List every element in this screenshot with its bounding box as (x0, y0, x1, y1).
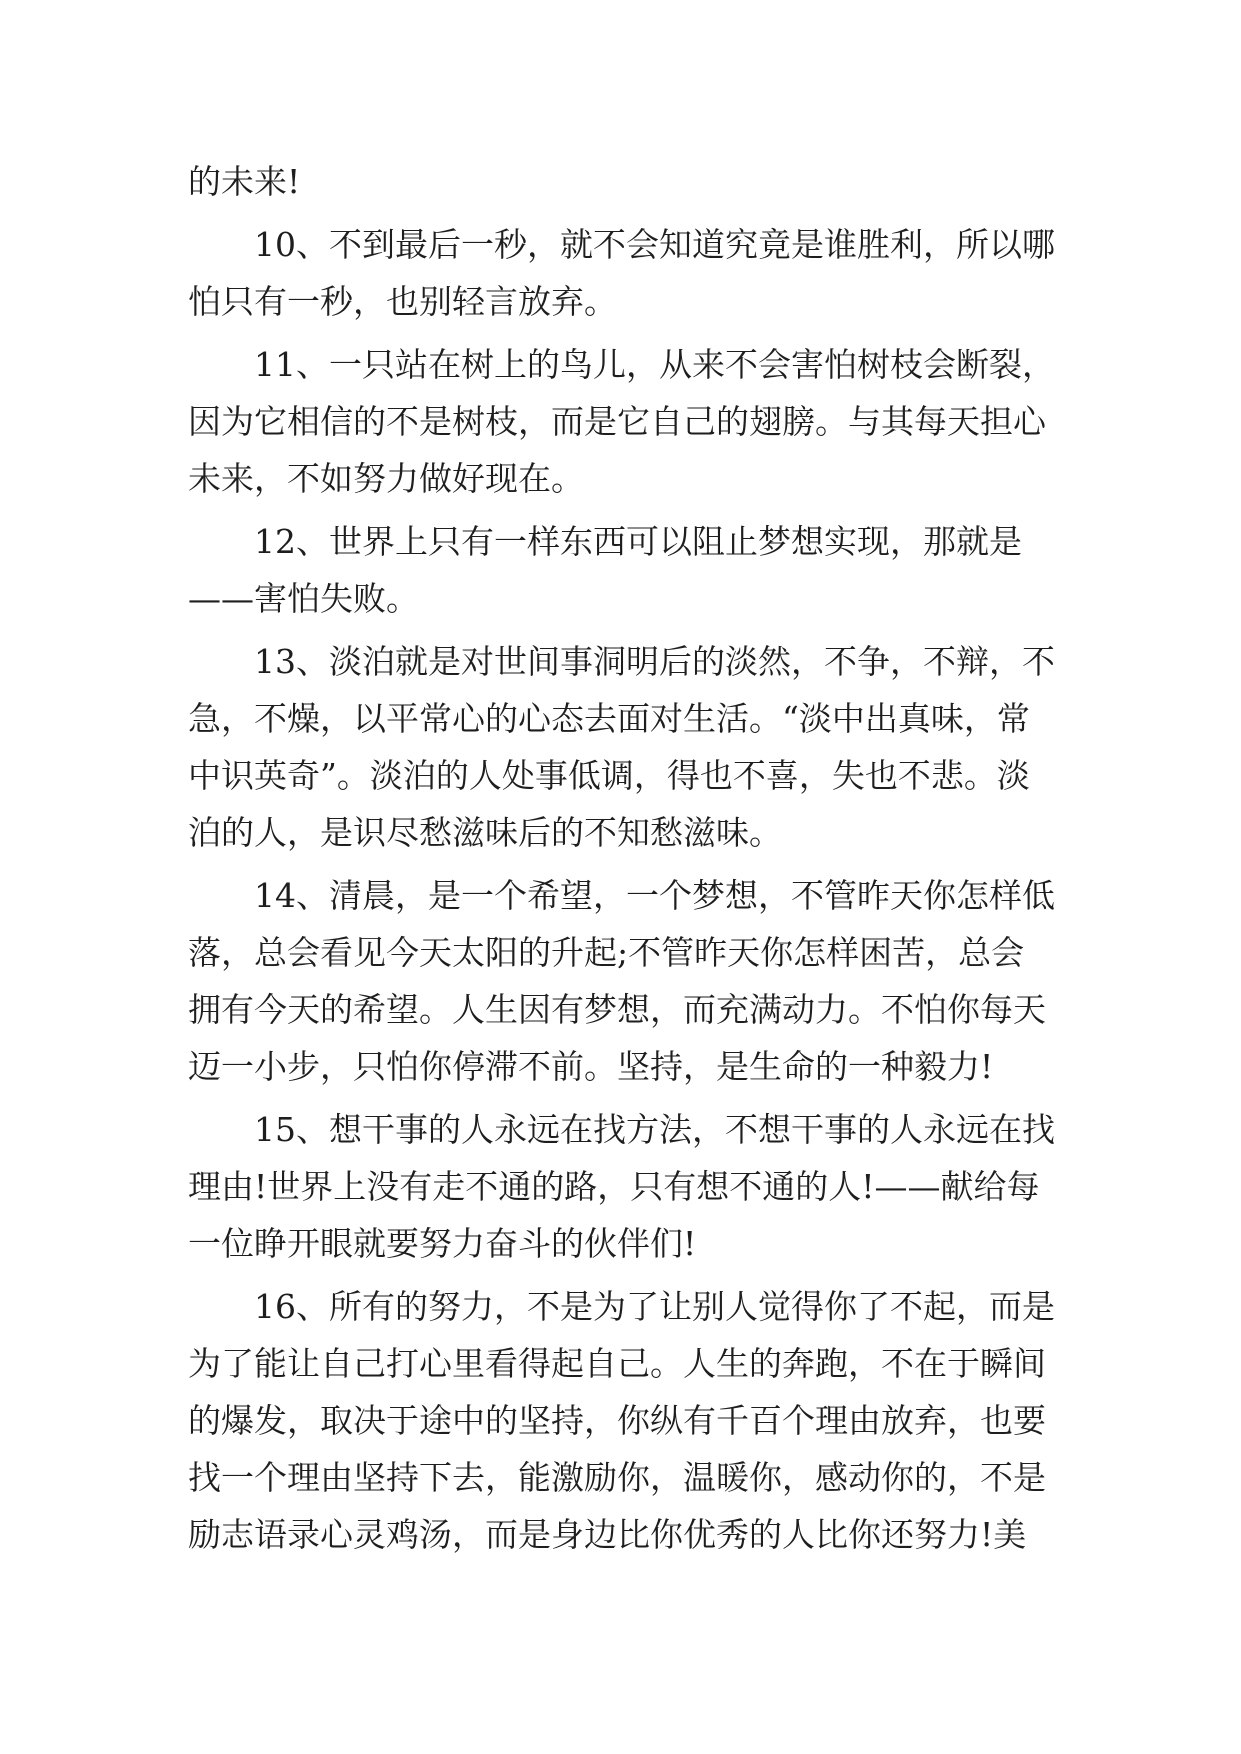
paragraph-line: 中识英奇”。淡泊的人处事低调，得也不喜，失也不悲。淡 (188, 756, 1030, 795)
paragraph-line: 为了能让自己打心里看得起自己。人生的奔跑，不在于瞬间 (188, 1344, 1046, 1383)
paragraph-line: 急，不燥，以平常心的心态去面对生活。“淡中出真味，常 (188, 699, 1030, 738)
paragraph (188, 216, 1068, 330)
paragraph (188, 867, 1068, 1095)
paragraph (188, 153, 1068, 210)
paragraph-line: 16、所有的努力，不是为了让别人觉得你了不起，而是 (254, 1287, 1055, 1326)
paragraph-line: 未来，不如努力做好现在。 (188, 459, 584, 498)
paragraph-line: 的未来! (188, 162, 301, 201)
paragraph (188, 633, 1068, 861)
paragraph-line: 13、淡泊就是对世间事洞明后的淡然，不争，不辩，不 (254, 642, 1055, 681)
paragraph (188, 1101, 1068, 1272)
paragraph-line: 怕只有一秒，也别轻言放弃。 (188, 282, 617, 321)
paragraph-line: 励志语录心灵鸡汤，而是身边比你优秀的人比你还努力!美 (188, 1515, 1027, 1554)
paragraph-line: 拥有今天的希望。人生因有梦想，而充满动力。不怕你每天 (188, 990, 1046, 1029)
paragraph-line: 理由!世界上没有走不通的路，只有想不通的人!——献给每 (188, 1167, 1040, 1206)
paragraph-line: 找一个理由坚持下去，能激励你，温暖你，感动你的，不是 (188, 1458, 1046, 1497)
paragraph-line: 一位睁开眼就要努力奋斗的伙伴们! (188, 1224, 697, 1263)
paragraph (188, 513, 1068, 627)
paragraph-line: 10、不到最后一秒，就不会知道究竟是谁胜利，所以哪 (254, 225, 1055, 264)
paragraph-line: 的爆发，取决于途中的坚持，你纵有千百个理由放弃，也要 (188, 1401, 1046, 1440)
paragraph (188, 336, 1068, 507)
paragraph-line: 迈一小步，只怕你停滞不前。坚持，是生命的一种毅力! (188, 1047, 994, 1086)
paragraph-line: ——害怕失败。 (188, 579, 419, 618)
paragraph-line: 15、想干事的人永远在找方法，不想干事的人永远在找 (254, 1110, 1055, 1149)
paragraph-line: 11、一只站在树上的鸟儿，从来不会害怕树枝会断裂， (254, 345, 1055, 384)
document-body (188, 153, 1068, 1563)
paragraph-line: 泊的人，是识尽愁滋味后的不知愁滋味。 (188, 813, 782, 852)
paragraph (188, 1278, 1068, 1563)
paragraph-line: 12、世界上只有一样东西可以阻止梦想实现，那就是 (254, 522, 1022, 561)
paragraph-line: 因为它相信的不是树枝，而是它自己的翅膀。与其每天担心 (188, 402, 1046, 441)
paragraph-line: 落，总会看见今天太阳的升起;不管昨天你怎样困苦，总会 (188, 933, 1025, 972)
paragraph-line: 14、清晨，是一个希望，一个梦想，不管昨天你怎样低 (254, 876, 1055, 915)
